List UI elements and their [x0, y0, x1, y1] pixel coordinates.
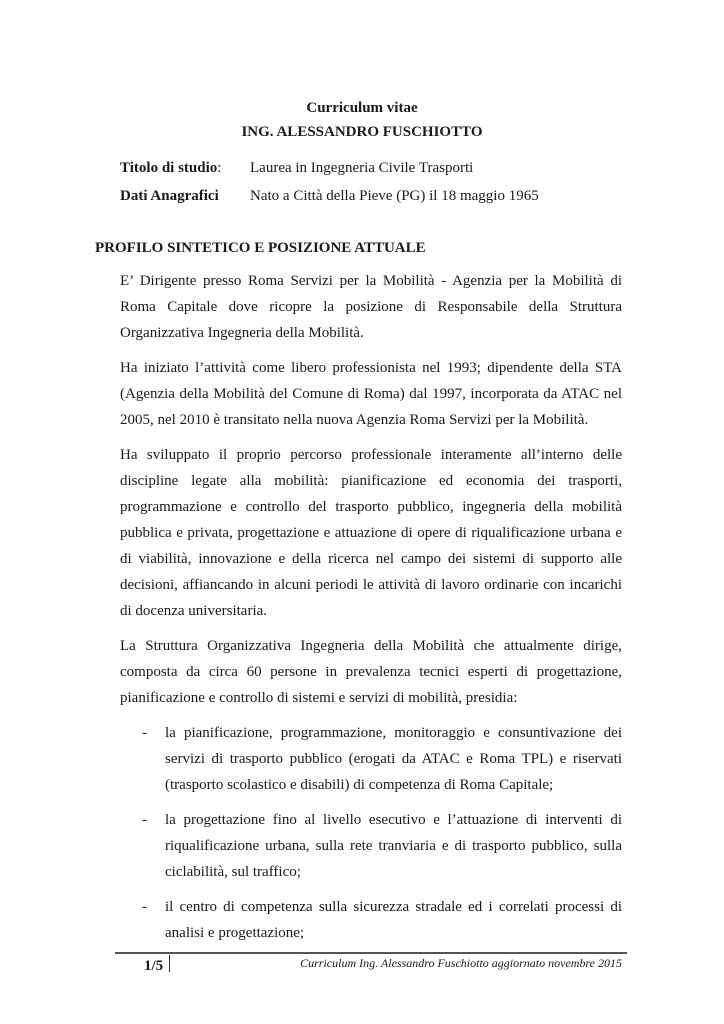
- paragraph: La Struttura Organizzativa Ingegneria della Mobilità che attualmente dirige, composta da circa 60 persone in prevalenza tecnici esperti di progettazione, pianificazione e controllo di sistemi e servizi di mobilità, presidia:: [120, 638, 622, 706]
- bullet-list: [120, 720, 622, 946]
- document-title: Curriculum vitae: [306, 100, 418, 116]
- person-name: ING. ALESSANDRO FUSCHIOTTO: [241, 124, 483, 140]
- list-item-text: il centro di competenza sulla sicurezza stradale ed i correlati processi di analisi e progettazione;: [165, 899, 622, 941]
- bullet-dash: -: [142, 725, 147, 741]
- list-item: [120, 894, 622, 946]
- paragraph: Ha sviluppato il proprio percorso professionale interamente all’interno delle discipline legate alla mobilità: pianificazione ed economia dei trasporti, programmazione e controllo del trasporto pubblico, ingegneria della mobilità pubblica e privata, progettazione e attuazione di opere di riqualificazione urbana e di viabilità, innovazione e della ricerca nel campo dei sistemi di supporto alle decisioni, affiancando in alcuni periodi le attività di lavoro ordinarie con incarichi di docenza universitaria.: [120, 447, 622, 619]
- paragraph: E’ Dirigente presso Roma Servizi per la Mobilità - Agenzia per la Mobilità di Roma Capitale dove ricopre la posizione di Responsabile della Struttura Organizzativa Ingegneria della Mobilità.: [120, 273, 622, 341]
- paragraph: Ha iniziato l’attività come libero professionista nel 1993; dipendente della STA (Agenzia della Mobilità del Comune di Roma) dal 1997, incorporata da ATAC nel 2005, nel 2010 è transitato nella nuova Agenzia Roma Servizi per la Mobilità.: [120, 360, 622, 428]
- list-item: [120, 807, 622, 885]
- personal-label: Dati Anagrafici: [120, 188, 219, 204]
- section-body: [120, 268, 622, 955]
- personal-value: Nato a Città della Pieve (PG) il 18 maggio 1965: [250, 188, 539, 204]
- study-value: Laurea in Ingegneria Civile Trasporti: [250, 160, 474, 176]
- page-number: 1/5: [144, 958, 164, 974]
- section-heading: PROFILO SINTETICO E POSIZIONE ATTUALE: [95, 240, 426, 256]
- bullet-dash: -: [142, 899, 147, 915]
- list-item: [120, 720, 622, 798]
- list-item-text: la pianificazione, programmazione, monitoraggio e consuntivazione dei servizi di trasporto pubblico (erogati da ATAC e Roma TPL) e riservati (trasporto scolastico e disabili) di competenza di Roma Capitale;: [165, 725, 622, 793]
- study-label: Titolo di studio:: [120, 160, 222, 176]
- title-block: [0, 96, 724, 144]
- bullet-dash: -: [142, 812, 147, 828]
- list-item-text: la progettazione fino al livello esecutivo e l’attuazione di interventi di riqualificazione urbana, sulla rete tranviaria e di trasporto pubblico, sulla ciclabilità, sul traffico;: [165, 812, 622, 880]
- footer-note: Curriculum Ing. Alessandro Fuschiotto aggiornato novembre 2015: [300, 956, 622, 970]
- footer-divider: [115, 952, 627, 954]
- footer-separator: [169, 955, 170, 972]
